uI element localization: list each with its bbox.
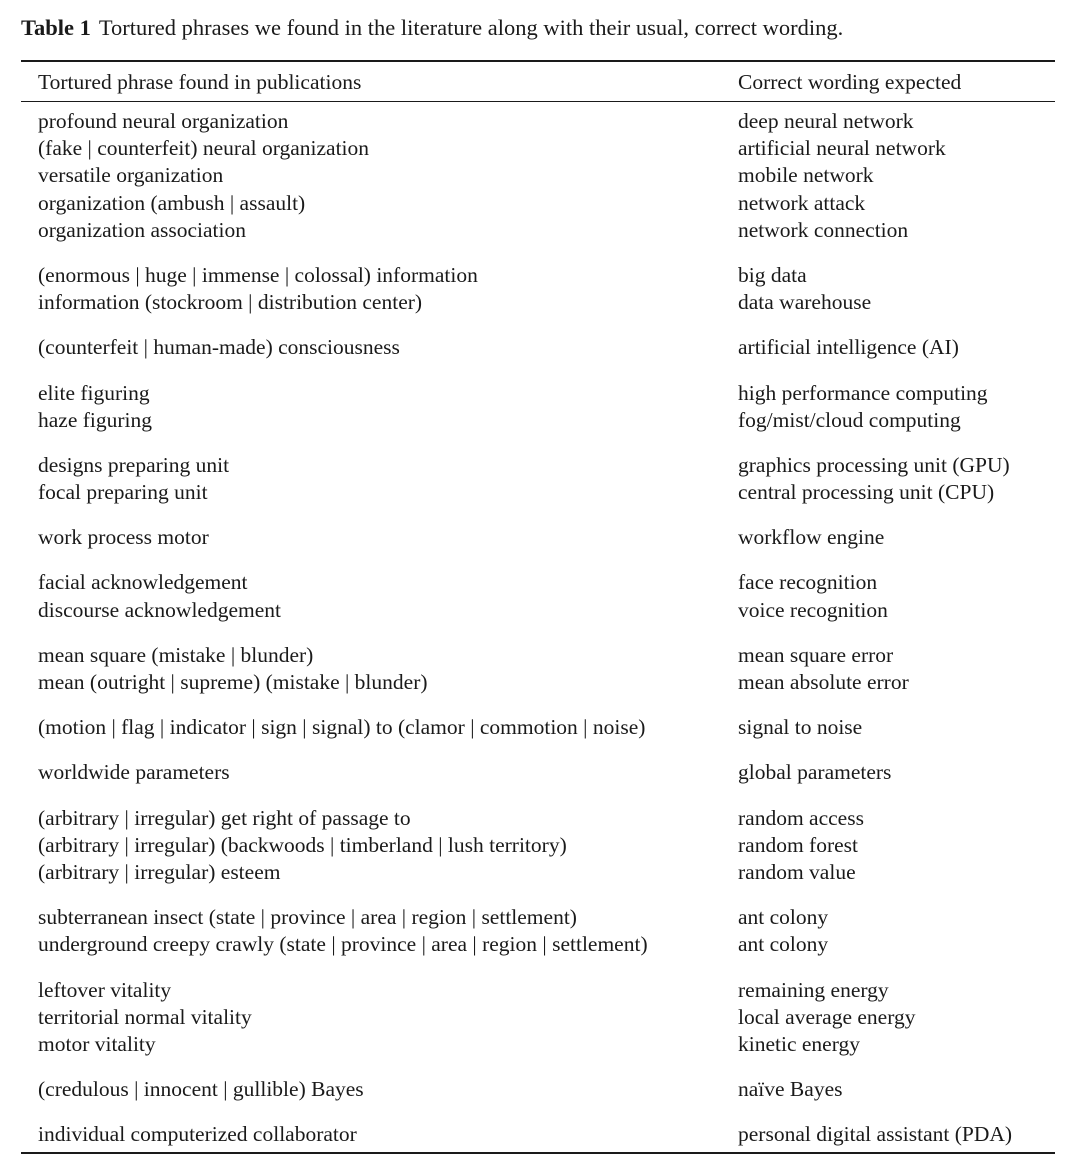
- correct-wording-cell: ant colony: [738, 932, 829, 957]
- correct-wording-cell: fog/mist/cloud computing: [738, 407, 961, 432]
- table-caption-text: Tortured phrases we found in the literature along with their usual, correct wording.: [98, 15, 844, 40]
- tortured-phrase-cell: versatile organization: [38, 163, 224, 188]
- table-row: [38, 1031, 1048, 1058]
- table-header-rule: [21, 101, 1055, 102]
- table-row: [38, 262, 1048, 289]
- table-row: [38, 452, 1048, 479]
- correct-wording-cell: voice recognition: [738, 597, 888, 622]
- tortured-phrase-cell: (arbitrary | irregular) esteem: [38, 859, 281, 884]
- correct-wording-cell: signal to noise: [738, 715, 863, 740]
- table-caption-label: Table 1: [21, 15, 91, 40]
- table-row: [38, 407, 1048, 434]
- correct-wording-cell: high performance computing: [738, 380, 988, 405]
- table-row: [38, 380, 1048, 407]
- tortured-phrase-cell: (fake | counterfeit) neural organization: [38, 136, 370, 161]
- tortured-phrase-cell: focal preparing unit: [38, 480, 208, 505]
- table-row: [38, 524, 1048, 551]
- tortured-phrase-cell: individual computerized collaborator: [38, 1122, 357, 1147]
- correct-wording-cell: personal digital assistant (PDA): [738, 1122, 1013, 1147]
- header-tortured-phrase: Tortured phrase found in publications: [38, 70, 362, 94]
- tortured-phrase-cell: designs preparing unit: [38, 452, 230, 477]
- correct-wording-cell: kinetic energy: [738, 1031, 860, 1056]
- correct-wording-cell: naïve Bayes: [738, 1077, 843, 1102]
- table-row-group: [38, 714, 1048, 741]
- correct-wording-cell: workflow engine: [738, 525, 885, 550]
- table-row: [38, 931, 1048, 958]
- table-row: [38, 977, 1048, 1004]
- correct-wording-cell: random access: [738, 805, 864, 830]
- tortured-phrase-cell: worldwide parameters: [38, 760, 230, 785]
- tortured-phrase-cell: organization association: [38, 217, 246, 242]
- table-row-group: [38, 642, 1048, 696]
- table-row: [38, 759, 1048, 786]
- table-top-rule: [21, 60, 1055, 62]
- table-row: [38, 642, 1048, 669]
- correct-wording-cell: remaining energy: [738, 977, 889, 1002]
- correct-wording-cell: central processing unit (CPU): [738, 480, 995, 505]
- table-row: [38, 190, 1048, 217]
- correct-wording-cell: network connection: [738, 217, 909, 242]
- tortured-phrase-cell: elite figuring: [38, 380, 150, 405]
- table-row: [38, 832, 1048, 859]
- correct-wording-cell: random value: [738, 859, 856, 884]
- correct-wording-cell: artificial neural network: [738, 136, 946, 161]
- correct-wording-cell: graphics processing unit (GPU): [738, 452, 1010, 477]
- table-row: [38, 569, 1048, 596]
- correct-wording-cell: deep neural network: [738, 109, 914, 133]
- correct-wording-cell: face recognition: [738, 570, 878, 595]
- table-row: [38, 334, 1048, 361]
- tortured-phrase-cell: facial acknowledgement: [38, 570, 248, 595]
- table-row-group: [38, 108, 1048, 244]
- table-row: [38, 669, 1048, 696]
- table-row: [38, 597, 1048, 624]
- tortured-phrase-cell: (counterfeit | human-made) consciousness: [38, 335, 400, 360]
- table-row: [38, 162, 1048, 189]
- table-row-group: [38, 805, 1048, 887]
- correct-wording-cell: artificial intelligence (AI): [738, 335, 959, 360]
- table-row: [38, 1004, 1048, 1031]
- table-row: [38, 289, 1048, 316]
- tortured-phrase-cell: organization (ambush | assault): [38, 190, 306, 215]
- table-header: [38, 67, 1048, 97]
- tortured-phrase-cell: (motion | flag | indicator | sign | signal) to (clamor | commotion | noise): [38, 715, 646, 740]
- tortured-phrase-cell: (credulous | innocent | gullible) Bayes: [38, 1077, 364, 1102]
- table-row-group: [38, 569, 1048, 623]
- correct-wording-cell: big data: [738, 262, 807, 287]
- table-row-group: [38, 904, 1048, 958]
- tortured-phrase-cell: mean (outright | supreme) (mistake | blunder): [38, 670, 428, 694]
- tortured-phrase-cell: work process motor: [38, 525, 209, 550]
- tortured-phrase-cell: subterranean insect (state | province | area | region | settlement): [38, 905, 577, 930]
- correct-wording-cell: mobile network: [738, 163, 874, 188]
- tortured-phrase-cell: (enormous | huge | immense | colossal) information: [38, 262, 478, 287]
- correct-wording-cell: local average energy: [738, 1004, 916, 1029]
- correct-wording-cell: random forest: [738, 832, 859, 857]
- correct-wording-cell: mean absolute error: [738, 670, 909, 694]
- table-body: [38, 108, 1048, 1166]
- correct-wording-cell: ant colony: [738, 905, 829, 930]
- table-row: [38, 904, 1048, 931]
- tortured-phrase-cell: leftover vitality: [38, 977, 172, 1002]
- table-row: [38, 108, 1048, 135]
- tortured-phrase-cell: profound neural organization: [38, 109, 289, 133]
- correct-wording-cell: global parameters: [738, 760, 892, 785]
- correct-wording-cell: network attack: [738, 190, 866, 215]
- tortured-phrase-cell: (arbitrary | irregular) get right of passage to: [38, 805, 411, 830]
- table-bottom-rule: [21, 1152, 1055, 1154]
- tortured-phrase-cell: discourse acknowledgement: [38, 597, 281, 622]
- tortured-phrase-cell: territorial normal vitality: [38, 1004, 252, 1029]
- table-row-group: [38, 524, 1048, 551]
- table-row: [38, 714, 1048, 741]
- table-row: [38, 1076, 1048, 1103]
- table-row: [38, 217, 1048, 244]
- table-row-group: [38, 334, 1048, 361]
- table-row-group: [38, 380, 1048, 434]
- correct-wording-cell: data warehouse: [738, 290, 872, 315]
- table-row-group: [38, 977, 1048, 1059]
- tortured-phrase-cell: information (stockroom | distribution center): [38, 290, 423, 315]
- tortured-phrase-cell: mean square (mistake | blunder): [38, 642, 314, 667]
- table-row: [38, 859, 1048, 886]
- tortured-phrase-cell: underground creepy crawly (state | province | area | region | settlement): [38, 932, 648, 957]
- tortured-phrase-cell: motor vitality: [38, 1031, 156, 1056]
- table-row: [38, 135, 1048, 162]
- table-row-group: [38, 1121, 1048, 1148]
- table-row-group: [38, 1076, 1048, 1103]
- table-caption: [21, 14, 843, 42]
- header-correct-wording: Correct wording expected: [738, 70, 962, 94]
- tortured-phrase-cell: haze figuring: [38, 407, 153, 432]
- table-row: [38, 479, 1048, 506]
- table-row-group: [38, 759, 1048, 786]
- table-row-group: [38, 262, 1048, 316]
- tortured-phrase-cell: (arbitrary | irregular) (backwoods | timberland | lush territory): [38, 832, 567, 857]
- table-row-group: [38, 452, 1048, 506]
- table-row: [38, 805, 1048, 832]
- table-row: [38, 1121, 1048, 1148]
- correct-wording-cell: mean square error: [738, 642, 894, 667]
